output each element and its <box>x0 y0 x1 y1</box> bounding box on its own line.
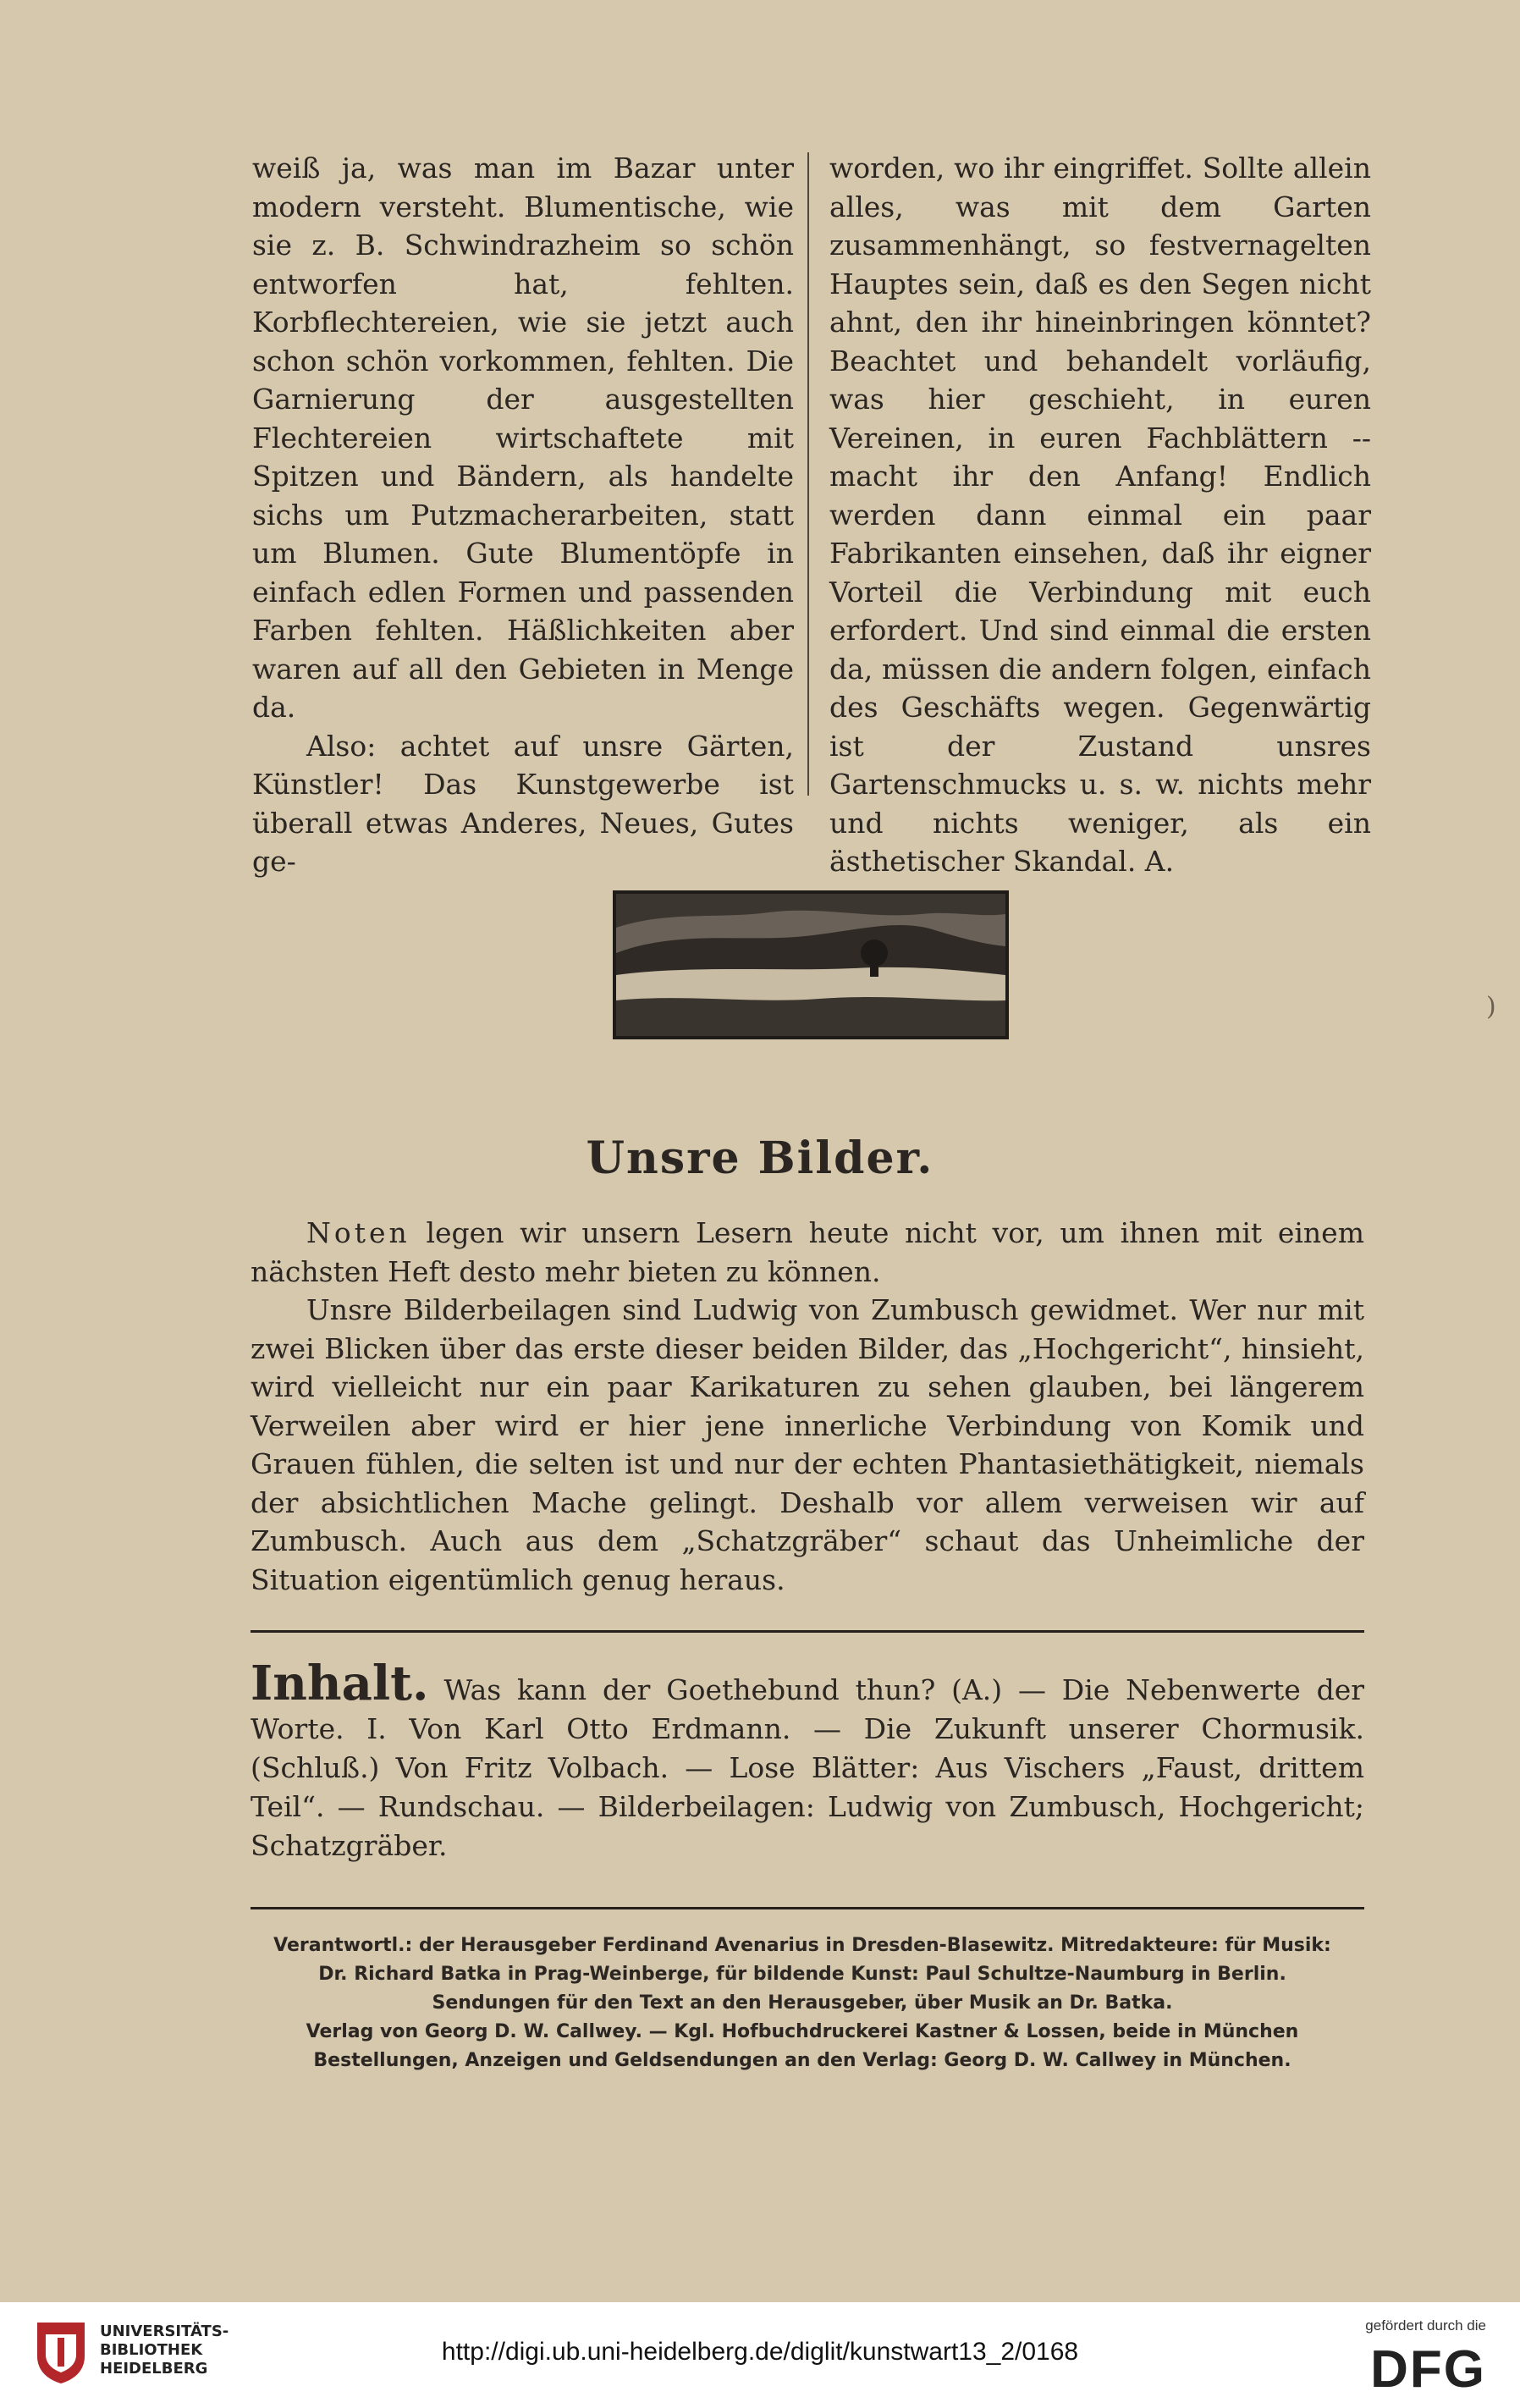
horizontal-rule-imprint <box>251 1907 1364 1909</box>
bilder-paragraph-2-rest: Unsre Bilderbeilagen sind Ludwig von Zumbusch gewidmet. Wer nur mit zwei Blicken über das erste dieser beiden Bilder, das „Hochgericht“, hinsieht, wird vielleicht nur ein paar Karikaturen zu sehen glauben, bei längerem Verweilen aber wird er hier jene innerliche Verbindung von Komik und Grauen fühlen, die selten ist und nur der echten Phantasiethätigkeit, niemals der absichtlichen Mache gelingt. Deshalb vor allem verweisen wir auf Zumbusch. Auch aus dem „Schatzgräber“ schaut das Unheimliche der Situation eigentümlich genug heraus. <box>251 1293 1364 1596</box>
bilder-paragraph-1-rest: legen wir unsern Lesern heute nicht vor, um ihnen mit einem nächsten Heft desto mehr bieten zu können. <box>251 1216 1364 1288</box>
digitization-footer <box>0 2302 1520 2408</box>
imprint-line-5: Bestellungen, Anzeigen und Geldsendungen an den Verlag: Georg D. W. Callwey in München. <box>313 2050 1291 2071</box>
horizontal-rule <box>251 1630 1364 1633</box>
imprint-line-3: Sendungen für den Text an den Herausgeber, über Musik an Dr. Batka. <box>432 1992 1173 2014</box>
left-text-column <box>252 149 794 881</box>
institution-line-3: HEIDELBERG <box>100 2360 208 2378</box>
institution-line-2: BIBLIOTHEK <box>100 2341 203 2359</box>
bilder-section-text <box>251 1214 1364 1599</box>
margin-mark: ) <box>1486 992 1496 1022</box>
bilder-paragraph-1-lead: Noten <box>306 1216 410 1249</box>
bilder-paragraph-2 <box>251 1291 1364 1599</box>
imprint <box>227 1931 1378 2075</box>
bilder-paragraph-1 <box>251 1214 1364 1291</box>
right-text-column <box>829 149 1371 881</box>
imprint-line-4: Verlag von Georg D. W. Callwey. — Kgl. Hofbuchdruckerei Kastner & Lossen, beide in München <box>306 2021 1299 2042</box>
source-url-link[interactable]: http://digi.ub.uni-heidelberg.de/diglit/kunstwart13_2/0168 <box>441 2338 1079 2366</box>
left-paragraph-2: Also: achtet auf unsre Gärten, Künstler! Das Kunstgewerbe ist überall etwas Anderes, Neues, Gutes ge- <box>252 729 794 878</box>
institution-line-1: UNIVERSITÄTS- <box>100 2323 229 2340</box>
imprint-line-2: Dr. Richard Batka in Prag-Weinberge, für bildende Kunst: Paul Schultze-Naumburg in Berlin. <box>318 1964 1286 1985</box>
dfg-logo: DFG <box>1370 2340 1486 2399</box>
right-paragraph-1: worden, wo ihr eingriffet. Sollte allein alles, was mit dem Garten zusammenhängt, so festvernagelten Hauptes sein, daß es den Segen nicht ahnt, den ihr hineinbringen könntet? Beachtet und behandelt vorläufig, was hier geschieht, in euren Vereinen, in euren Fachblättern -- macht ihr den Anfang! Endlich werden dann einmal ein paar Fabrikanten einsehen, daß ihr eigner Vorteil die Verbindung mit euch erfordert. Und sind einmal die ersten da, müssen die andern folgen, einfach des Geschäfts wegen. Gegenwärtig ist der Zustand unsres Gartenschmucks u. s. w. nichts mehr und nichts weniger, als ein ästhetischer Skandal. A. <box>829 152 1371 878</box>
left-paragraph-1: weiß ja, was man im Bazar unter modern versteht. Blumentische, wie sie z. B. Schwindrazheim so schön entworfen hat, fehlten. Korbflechtereien, wie sie jetzt auch schon schön vorkommen, fehlten. Die Garnierung der ausgestellten Flechtereien wirtschaftete mit Spitzen und Bändern, als handelte sichs um Putzmacherarbeiten, statt um Blumen. Gute Blumentöpfe in einfach edlen Formen und passenden Farben fehlten. Häßlichkeiten aber waren auf all den Gebieten in Menge da. <box>252 152 794 724</box>
section-title-unsre-bilder: Unsre Bilder. <box>586 1132 934 1184</box>
funded-by-text: gefördert durch die <box>1365 2317 1486 2334</box>
column-divider <box>807 152 809 796</box>
toc-heading: Inhalt. <box>251 1656 429 1711</box>
imprint-line-1: Verantwortl.: der Herausgeber Ferdinand Avenarius in Dresden-Blasewitz. Mitredakteure: für Musik: <box>273 1935 1331 1956</box>
toc-text: Was kann der Goethebund thun? (A.) — Die Nebenwerte der Worte. I. Von Karl Otto Erdmann. — Die Zukunft unserer Chormusik. (Schluß.) Von Fritz Volbach. — Lose Blätter: Aus Vischers „Faust, drittem Teil“. — Rundschau. — Bilderbeilagen: Ludwig von Zumbusch, Hochgericht; Schatzgräber. <box>251 1673 1364 1862</box>
landscape-vignette-image <box>613 890 1009 1039</box>
table-of-contents <box>251 1656 1364 1865</box>
